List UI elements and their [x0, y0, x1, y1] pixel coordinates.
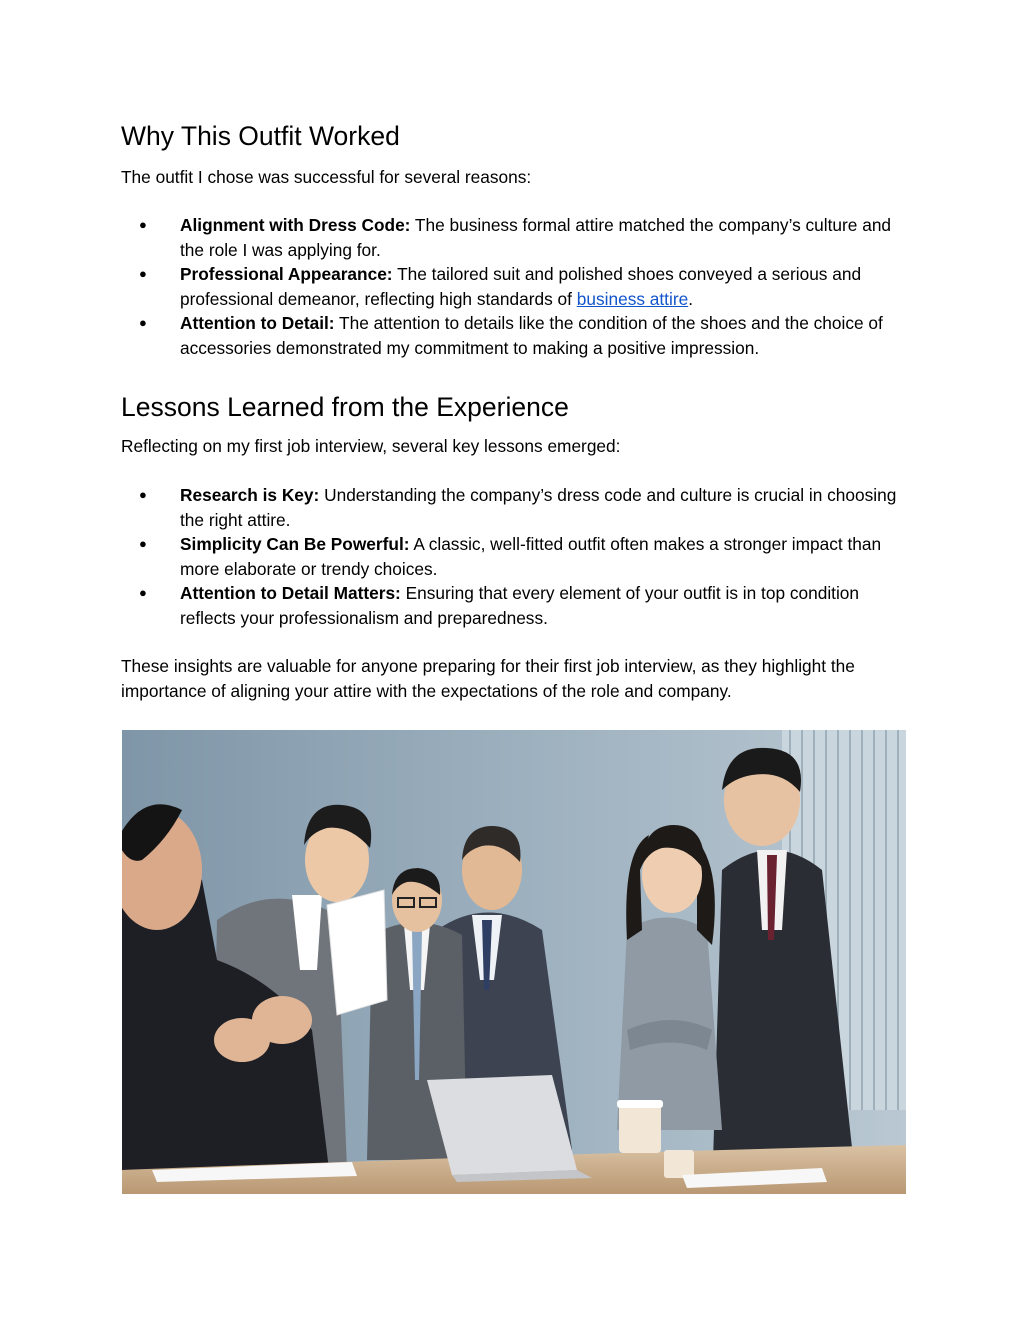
bullet-icon: ● — [139, 536, 147, 551]
bullet-title: Attention to Detail: — [180, 313, 335, 333]
business-attire-link[interactable]: business attire — [576, 288, 689, 309]
bullet-title: Professional Appearance: — [180, 264, 393, 284]
list-item — [121, 213, 907, 262]
bullet-text: Understanding the company’s dress code and culture is crucial in choosing the right attire. — [180, 485, 897, 530]
bullet-icon: ● — [139, 585, 147, 600]
list-item — [121, 532, 907, 581]
bullet-icon: ● — [139, 315, 147, 330]
list-item — [121, 483, 907, 532]
section-intro-lessons: Reflecting on my first job interview, several key lessons emerged: — [121, 436, 621, 456]
list-item — [121, 581, 907, 630]
bullet-title: Attention to Detail Matters: — [180, 583, 401, 603]
bullet-title: Alignment with Dress Code: — [180, 215, 411, 235]
business-meeting-photo — [122, 730, 906, 1194]
bullet-text: A classic, well-fitted outfit often makes a stronger impact than more elaborate or trendy choices. — [180, 534, 882, 579]
bullet-list-why — [121, 213, 907, 360]
bullet-text: The business formal attire matched the company’s culture and the role I was applying for. — [180, 215, 892, 260]
bullet-title: Research is Key: — [180, 485, 320, 505]
paper-sheet — [327, 890, 387, 1015]
section-heading-lessons-learned: Lessons Learned from the Experience — [121, 392, 569, 422]
bullet-title: Simplicity Can Be Powerful: — [180, 534, 410, 554]
list-item — [121, 311, 907, 360]
photo-illustration — [122, 730, 906, 1194]
bullet-list-lessons — [121, 483, 907, 630]
bullet-text: Ensuring that every element of your outfit is in top condition reflects your professionalism and preparedness. — [180, 583, 860, 628]
section-heading-why-outfit-worked: Why This Outfit Worked — [121, 121, 400, 151]
bullet-icon: ● — [139, 487, 147, 502]
bullet-text: The tailored suit and polished shoes conveyed a serious and professional demeanor, reflecting high standards of — [180, 264, 862, 309]
bullet-text-end: . — [688, 288, 694, 309]
bullet-text: The attention to details like the condition of the shoes and the choice of accessories demonstrated my commitment to making a positive impression. — [180, 313, 883, 358]
bullet-icon: ● — [139, 266, 147, 281]
section-intro-why: The outfit I chose was successful for several reasons: — [121, 167, 532, 187]
person-woman — [617, 825, 722, 1130]
list-item — [121, 262, 907, 311]
closing-paragraph: These insights are valuable for anyone preparing for their first job interview, as they highlight the importance of aligning your attire with the expectations of the role and company. — [121, 656, 855, 701]
bullet-icon: ● — [139, 217, 147, 232]
